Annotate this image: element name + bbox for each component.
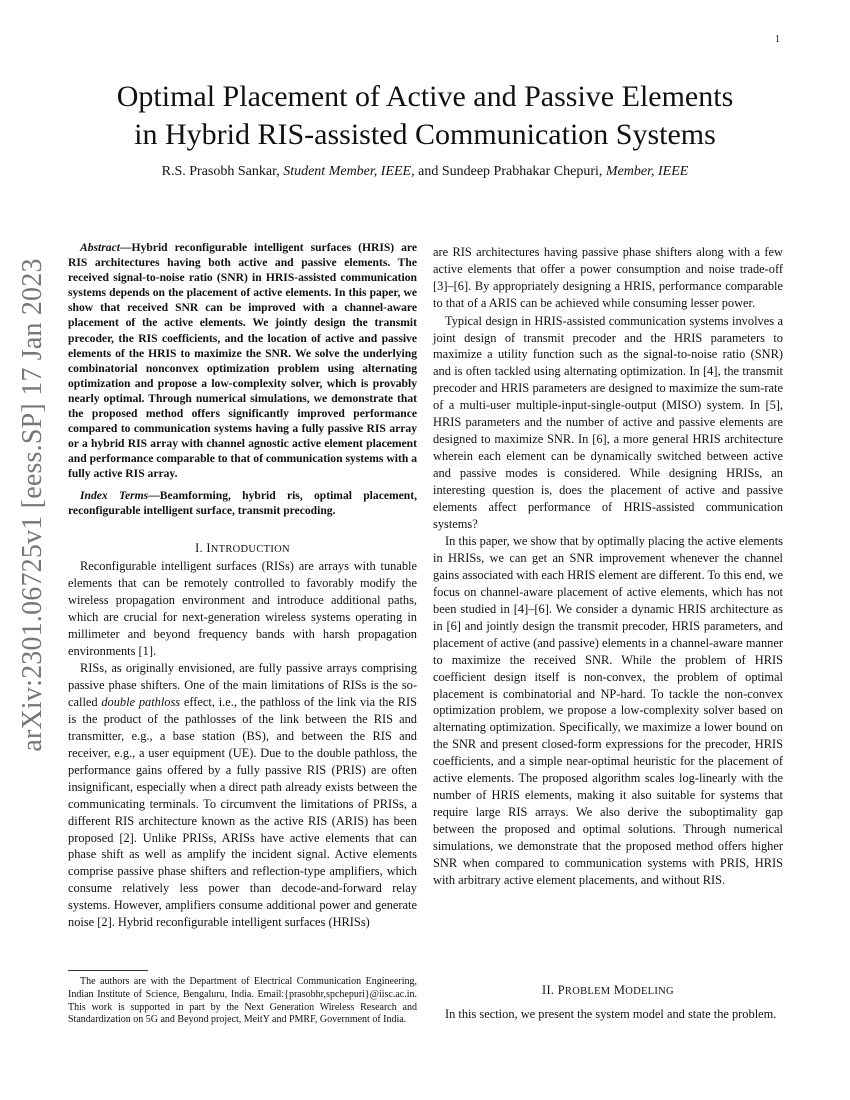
arxiv-stamp-container: [10, 258, 56, 752]
author-1-role: Student Member, IEEE: [283, 164, 412, 179]
author-separator: , and Sundeep Prabhakar Chepuri,: [411, 164, 603, 179]
index-terms-label: Index Terms: [80, 489, 149, 502]
introduction-left: [68, 558, 417, 931]
intro-paragraph-3: are RIS architectures having passive phase shifters along with a few active elements that offer a power consumption and noise trade-off [3]–[6]. By appropriately designing a HRIS, performance comparable to that of a ARIS can be achieved while consuming lesser power.: [433, 245, 783, 310]
section-smallcaps: ODELING: [625, 986, 674, 997]
section-smallcaps: NTRODUCTION: [210, 544, 290, 555]
section-initial: M: [613, 983, 626, 997]
intro-paragraph-4: Typical design in HRIS-assisted communication systems involves a joint design of transmit precoder and the HRIS parameters to maximize a utility function such as the signal-to-noise ratio (SNR) and is often tackled using alternating optimization. In [4], the transmit precoder and HRIS parameters are designed to maximize the sum-rate of a multi-user multiple-input-single-output (MISO) system. In [5], HRIS parameters and the number of active and passive elements are designed to maximize SNR. In [6], a more general HRIS architecture wherein each element can be dynamically switched between active and passive modes is considered. While designing HRISs, an interesting question is, does the placement of active and passive elements affect performance of HRIS-assisted communication systems?: [433, 313, 783, 531]
title-line-1: Optimal Placement of Active and Passive Elements: [116, 80, 734, 113]
intro-p2-emphasis: double pathloss: [101, 695, 181, 710]
section-heading-problem-modeling: [433, 983, 783, 998]
footnote: [68, 976, 417, 1027]
intro-paragraph-2: [68, 660, 417, 931]
abstract-text: —Hybrid reconfigurable intelligent surfaces (HRIS) are RIS architectures having both active and passive elements. The received signal-to-noise ratio (SNR) in HRIS-assisted communication systems depends on the placement of active elements. In this paper, we show that received SNR can be improved with a channel-aware placement of the active elements. We jointly design the transmit precoder, the RIS coefficients, and the location of active and passive elements of the HRIS to maximize the SNR. We solve the underlying combinatorial nonconvex optimization problem using alternating optimization and propose a low-complexity solver, which is provably nearly optimal. Through numerical simulations, we demonstrate that the proposed method offers significantly improved performance compared to communication systems having a fully passive RIS array or a hybrid RIS array with channel agnostic active element placement and performance comparable to that of communication systems with a fully active RIS array.: [68, 241, 417, 481]
intro-paragraph-1: Reconfigurable intelligent surfaces (RISs) are arrays with tunable elements that can be remotely controlled to favorably modify the wireless propagation environment and introduce additional paths, which are crucial for next-generation wireless systems operating in millimeter and beyond frequency bands with harsh propagation environments [1].: [68, 559, 417, 658]
footnote-rule: [68, 970, 148, 971]
problem-modeling-text: [433, 1006, 783, 1023]
abstract: [68, 240, 417, 482]
introduction-right: [433, 244, 783, 888]
section-heading-introduction: [68, 541, 417, 556]
author-1: R.S. Prasobh Sankar,: [161, 164, 280, 179]
arxiv-stamp: arXiv:2301.06725v1 [eess.SP] 17 Jan 2023: [17, 258, 48, 752]
footnote-text: The authors are with the Department of Electrical Communication Engineering, Indian Institute of Science, Bengaluru, India. Email:{prasobhr,spchepuri}@iisc.ac.in. This work is supported in part by the Next Generation Wireless Research and Standardization on 5G and Beyond project, MeitY and PMRF, Government of India.: [68, 976, 417, 1026]
title-line-2: in Hybrid RIS-assisted Communication Systems: [134, 118, 716, 151]
abstract-label: Abstract: [80, 241, 120, 254]
index-terms: [68, 488, 417, 518]
author-line: [70, 164, 780, 180]
section-number: II.: [542, 983, 555, 997]
intro-paragraph-5: In this paper, we show that by optimally placing the active elements in HRISs, we can get an SNR improvement whenever the channel gains associated with each HRIS element are different. To this end, we focus on channel-aware placement of active elements, which has not been studied in [4]–[6]. We consider a dynamic HRIS architecture as in [6] and jointly design the transmit precoder, HRIS parameters, and placement of active (and passive) elements in a channel-aware manner to maximize the received SNR. While the problem of HRIS coefficient design itself is non-convex, the problem of optimal placement is combinatorial and NP-hard. To tackle the non-convex optimization problem, we propose a low-complexity solver based on alternating optimization. Specifically, we maximize a lower bound on the SNR and present closed-form expressions for the precoder, HRIS coefficients, and a simple near-optimal heuristic for the placement of active elements. The proposed algorithm scales log-linearly with the number of HRIS elements, making it also suitable for systems that require large RIS arrays. We also derive the suboptimality gap between the proposed and optimal solutions. Through numerical simulations, we demonstrate that the proposed method offers higher SNR when compared to communication systems with PRIS, HRIS with arbitrary active element placements, and without RIS.: [433, 534, 783, 887]
section-initial: P: [557, 983, 565, 997]
paper-title: [70, 78, 780, 154]
section-initial: I: [206, 541, 211, 555]
index-terms-text: —Beamforming, hybrid ris, optimal placement, reconfigurable intelligent surface, transmit precoding.: [68, 489, 417, 518]
problem-paragraph: In this section, we present the system model and state the problem.: [445, 1007, 777, 1021]
intro-p2-start: RISs, as originally envisioned, are fully passive arrays comprising passive phase shifters. One of the main limitations of RISs is the so-called: [68, 661, 417, 710]
intro-p2-end: effect, i.e., the pathloss of the link via the RIS is the product of the pathlosses of the link between the RIS and transmitter, e.g., a base station (BS), and between the RIS and receiver, e.g., a user equipment (UE). Due to the double pathloss, the performance gains offered by a fully passive RIS (PRIS) are often insignificant, especially when a direct path already exists between the communicating terminals. To circumvent the limitations of PRISs, a different RIS architecture known as the active RIS (ARIS) has been proposed [2]. Unlike PRISs, ARISs have active elements that can phase shift as well as amplify the incident signal. Active elements comprise passive phase shifters and reflection-type amplifiers, which consume relatively less power than decode-and-forward relay systems. However, amplifiers consume additional power and generate noise [2]. Hybrid reconfigurable intelligent surfaces (HRISs): [68, 695, 417, 930]
author-2-role: Member, IEEE: [605, 164, 689, 179]
page-number: 1: [775, 34, 780, 45]
section-smallcaps: ROBLEM: [564, 986, 611, 997]
section-number: I.: [195, 541, 203, 555]
